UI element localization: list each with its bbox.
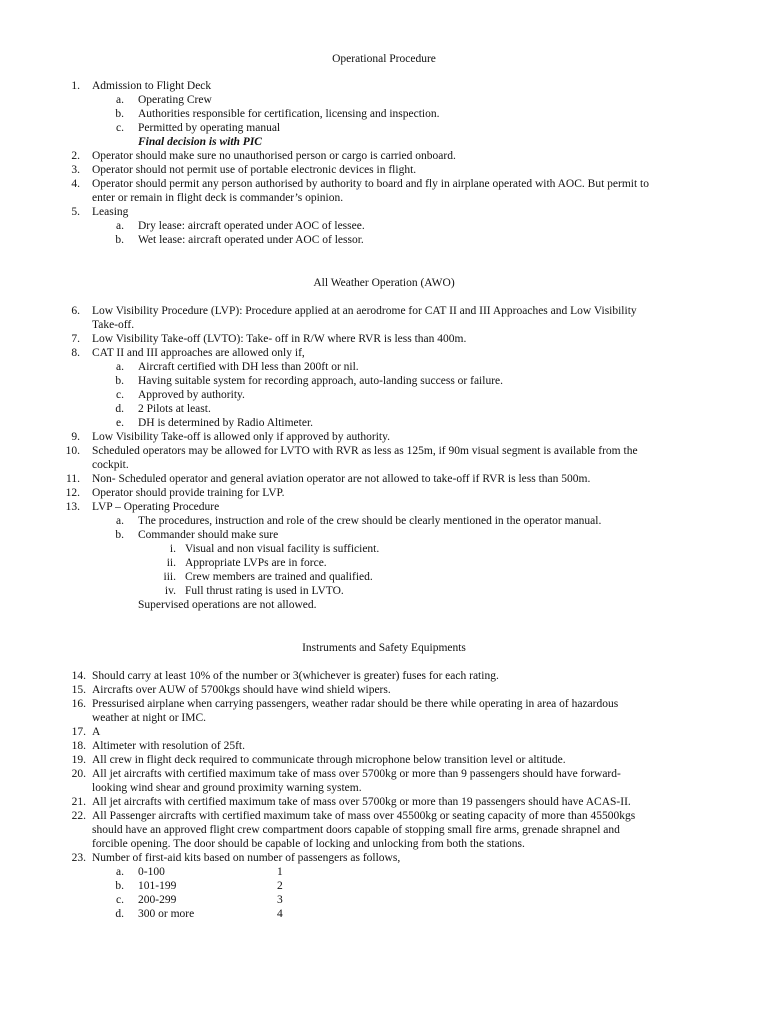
document-page: Operational Procedure 1. Admission to Flight Deck a. Operating Crew b. Authorities responsible for certification, licensing and inspection. c. Permitted by operating manual Final decision is with PIC 2. Operator should make sure no unauthorised person or cargo is carried onboard. 3. Operator should not permit use of portable electronic devices in flight. 4. Operator should permit any person authorised by authority to board and fly in airplane operated with AOC. But permit to enter or remain in flight deck is commander’s opinion. 5. Leasing a. Dry lease: aircraft operated under AOC of lessee. b. Wet lease: aircraft operated under AOC of lessor. All Weather Operation (AWO) 6. Low Visibility Procedure (LVP): Procedure applied at an aerodrome for CAT II and III Approaches and Low Visibility Take-off. 7. Low Visibility Take-off (LVTO): Take- off in R/W where RVR is less than 400m. 8. CAT II and III approaches are allowed only if, a. Aircraft certified with DH less than 200ft or nil. b. Having suitable system for recording approach, auto-landing success or failure. c. Approved by authority. d. 2 Pilots at least. e. DH is determined by Radio Altimeter. 9. Low Visibility Take-off is allowed only if approved by authority. 10. Scheduled operators may be allowed for LVTO with RVR as less as 125m, if 90m visual segment is available from the cockpit. 11. Non- Scheduled operator and general aviation operator are not allowed to take-off if RVR is less than 500m. 12. Operator should provide training for LVP. 13. LVP – Operating Procedure a. The procedures, instruction and role of the crew should be clearly mentioned in the operator manual. b. Commander should make sure i. Visual and non visual facility is sufficient. ii. Appropriate LVPs are in force. iii. Crew members are trained and qualified. iv. Full thrust rating is used in LVTO. Supervised operations are not allowed. Instruments and Safety Equipments 14. Should carry at least 10% of the number or 3(whichever is greater) fuses for each rating. 15. Aircrafts over AUW of 5700kgs should have wind shield wipers. 16. Pressurised airplane when carrying passengers, weather radar should be there while operating in area of hazardous weather at night or IMC. 17. A 18. Altimeter with resolution of 25ft. 19. All crew in flight deck required to communicate through microphone below transition level or altitude. 20. All jet aircrafts with certified maximum take of mass over 5700kg or more than 9 passengers should have forward- looking wind shear and ground proximity warning system. 21. All jet aircrafts with certified maximum take of mass over 5700kg or more than 19 passengers should have ACAS-II. 22. All Passenger aircrafts with certified maximum take of mass over 45500kg or seating capacity of more than 45500kgs should have an approved flight crew compartment doors capable of stopping small fire arms, grenade shrapnel and forcible opening. The door should be capable of locking and unlocking from both the stations. 23. Number of first-aid kits based on number of passengers as follows, a. 0-100 1 b. 101-199 2 c. 200-299 3 d. 300 or more 4 bbox=[0, 0, 768, 1024]
final-decision-note: Final decision is with PIC bbox=[138, 136, 262, 148]
section-heading-operational: Operational Procedure bbox=[332, 53, 436, 65]
section-heading-instruments: Instruments and Safety Equipments bbox=[302, 642, 466, 654]
section-heading-awo: All Weather Operation (AWO) bbox=[313, 277, 455, 289]
